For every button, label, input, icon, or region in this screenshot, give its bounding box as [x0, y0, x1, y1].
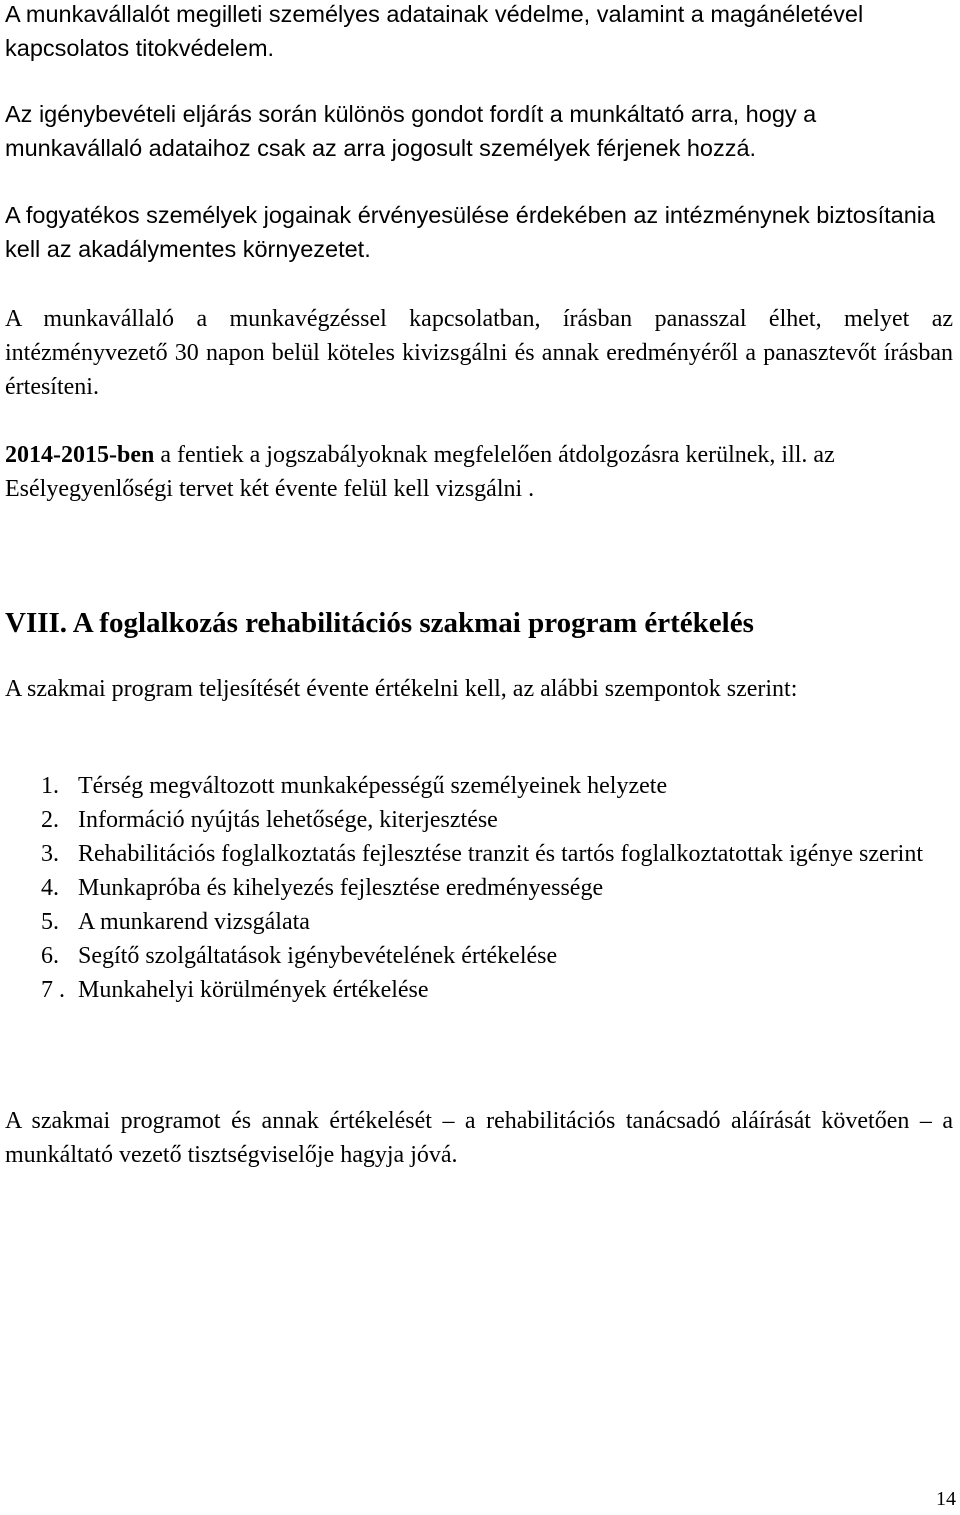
list-item-number: 4. [41, 875, 59, 901]
list-item [5, 973, 958, 1007]
list-item-number: 6. [41, 943, 59, 969]
list-item [5, 769, 958, 803]
revision-text: a fentiek a jogszabályoknak megfelelően átdolgozásra kerülnek, ill. az Esélyegyenlőségi tervet két évente felül kell vizsgálni . [5, 442, 835, 502]
list-item-number: 2. [41, 807, 59, 833]
list-item [5, 803, 958, 837]
paragraph-complaints: A munkavállaló a munkavégzéssel kapcsolatban, írásban panasszal élhet, melyet az intézményvezető 30 napon belül köteles kivizsgálni és annak eredményéről a panasztevőt írásban értesíteni. [5, 306, 953, 400]
list-item-number: 3. [41, 841, 59, 867]
list-item-text: Térség megváltozott munkaképességű személyeinek helyzete [78, 773, 668, 799]
list-item [5, 939, 958, 973]
list-item [5, 905, 958, 939]
list-item-number: 1. [41, 773, 59, 799]
list-item-number: 5. [41, 909, 59, 935]
revision-years: 2014-2015-ben [5, 442, 155, 468]
list-item [5, 871, 958, 905]
paragraph-data-access: Az igénybevételi eljárás során különös gondot fordít a munkáltató arra, hogy a munkavállaló adataihoz csak az arra jogosult személyek férjenek hozzá. [5, 101, 817, 161]
closing-paragraph: A szakmai programot és annak értékelését – a rehabilitációs tanácsadó aláírását követően – a munkáltató vezető tisztségviselője hagyja jóvá. [5, 1108, 953, 1168]
paragraph-data-protection: A munkavállalót megilleti személyes adatainak védelme, valamint a magánéletével kapcsolatos titokvédelem. [5, 1, 864, 61]
list-item-text: Munkapróba és kihelyezés fejlesztése eredményessége [78, 875, 604, 901]
section-intro: A szakmai program teljesítését évente értékelni kell, az alábbi szempontok szerint: [5, 676, 798, 702]
list-item-text: Munkahelyi körülmények értékelése [78, 977, 429, 1003]
list-item-text: Segítő szolgáltatások igénybevételének értékelése [78, 943, 558, 969]
paragraph-accessibility: A fogyatékos személyek jogainak érvényesülése érdekében az intézménynek biztosítania kell az akadálymentes környezetet. [5, 202, 936, 262]
list-item-number: 7 . [41, 977, 65, 1003]
list-item-text: Rehabilitációs foglalkoztatás fejlesztése tranzit és tartós foglalkoztatottak igénye szerint [78, 841, 924, 867]
list-item-text: A munkarend vizsgálata [78, 909, 310, 935]
list-item-text: Információ nyújtás lehetősége, kiterjesztése [78, 807, 498, 833]
section-heading: VIII. A foglalkozás rehabilitációs szakmai program értékelés [5, 607, 754, 639]
list-item [5, 837, 958, 871]
page-number: 14 [936, 1488, 956, 1510]
paragraph-revision [5, 438, 953, 506]
evaluation-criteria-list [5, 769, 958, 1007]
